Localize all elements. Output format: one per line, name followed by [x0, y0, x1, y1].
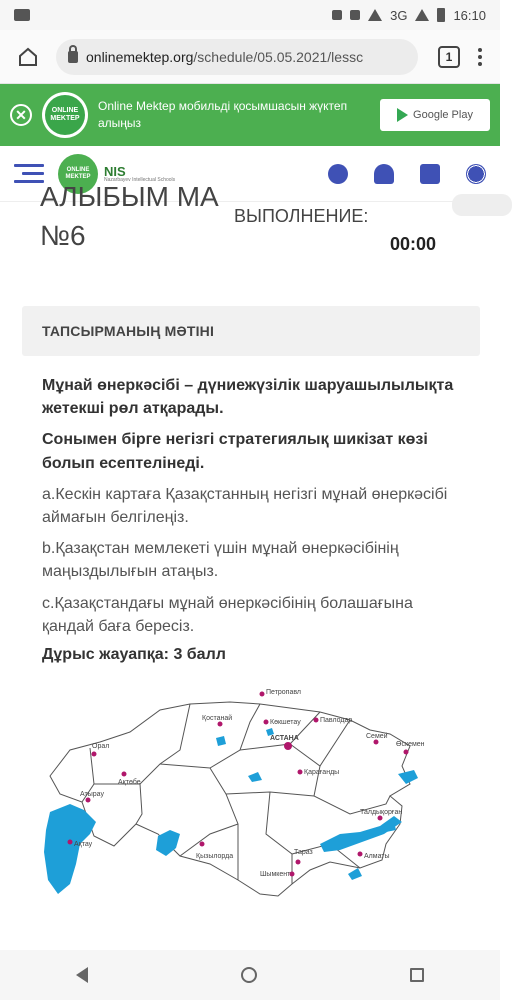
map-label-shymkent: Шымкент — [260, 871, 291, 878]
city-marker — [374, 740, 379, 745]
map-label-taldykorgan: Талдықорған — [360, 809, 403, 816]
home-circle-icon[interactable] — [241, 967, 257, 983]
city-marker — [296, 860, 301, 865]
logo-line-1: ONLINE — [51, 107, 79, 115]
system-navigation-bar — [0, 950, 500, 1000]
city-marker — [404, 750, 409, 755]
map-label-oral: Орал — [92, 743, 110, 750]
logo-line-1: ONLINE — [66, 166, 90, 173]
map-label-karagandy: Қарағанды — [304, 769, 340, 776]
url-host: onlinemektep.org — [86, 48, 194, 65]
browser-menu-button[interactable] — [470, 48, 490, 66]
city-marker — [218, 722, 223, 727]
home-button[interactable] — [10, 39, 46, 75]
country-outline — [50, 702, 410, 896]
city-marker — [68, 840, 73, 845]
notifications-bell-icon[interactable] — [374, 164, 394, 184]
vibrate-icon — [350, 10, 360, 20]
nis-logo-text: NIS — [104, 163, 126, 179]
execution-timer: 00:00 — [390, 234, 437, 254]
reservoir-kapshagay — [348, 868, 362, 880]
map-label-astana: АСТАНА — [270, 735, 299, 742]
support-icon[interactable] — [328, 164, 348, 184]
task-header: ТАПСЫРМАНЫҢ МӘТІНІ — [22, 306, 480, 356]
clock: 16:10 — [453, 7, 486, 23]
language-globe-icon[interactable] — [466, 164, 486, 184]
map-label-kokshetau: Көкшетау — [270, 719, 301, 726]
region-border — [290, 720, 350, 766]
back-icon[interactable] — [76, 967, 88, 983]
kazakhstan-contour-map[interactable] — [30, 684, 430, 922]
diary-list-icon[interactable] — [420, 164, 440, 184]
region-border — [210, 768, 238, 880]
task-score: Дұрыс жауапқа: 3 балл — [42, 645, 226, 663]
task-item-b: b.Қазақстан мемлекеті үшін мұнай өнеркәсібінің маңыздылығын атаңыз. — [42, 540, 399, 581]
google-play-icon — [397, 108, 408, 122]
map-label-kostanay: Қостанай — [202, 715, 233, 722]
task-item-c: c.Қазақстандағы мұнай өнеркәсібінің болашағына қандай баға бересіз. — [42, 594, 413, 635]
close-banner-button[interactable]: ✕ — [10, 104, 32, 126]
banner-text: Online Mektep мобильді қосымшасын жүктеп алыңыз — [98, 99, 348, 130]
battery-icon — [437, 8, 445, 22]
map-label-atyrau: Атырау — [80, 791, 104, 798]
task-intro-1: Мұнай өнеркәсібі – дүниежүзілік шаруашылылықта жетекші рөл атқарады. — [42, 377, 454, 418]
video-notification-icon — [14, 9, 30, 21]
map-label-taraz: Тараз — [294, 849, 313, 856]
google-play-button[interactable] — [380, 99, 490, 131]
cast-icon — [332, 10, 342, 20]
online-mektep-logo — [42, 92, 88, 138]
execution-label: ВЫПОЛНЕНИЕ: — [234, 206, 369, 226]
map-label-kyzylorda: Қызылорда — [196, 853, 234, 860]
lock-icon — [68, 51, 78, 63]
lake-tengiz — [248, 772, 262, 782]
city-marker — [92, 752, 97, 757]
city-marker — [284, 742, 292, 750]
city-marker — [314, 718, 319, 723]
city-marker — [358, 852, 363, 857]
caspian-sea — [44, 804, 96, 894]
map-label-semey: Семей — [366, 733, 388, 740]
task-body — [22, 356, 480, 664]
logo-line-2: MEKTEP — [50, 115, 80, 122]
lake-balkhash — [320, 816, 402, 852]
city-marker — [260, 692, 265, 697]
map-label-pavlodar: Павлодар — [320, 717, 353, 724]
exam-title-text: АЛЫБЫМ МА — [40, 181, 219, 212]
city-marker — [86, 798, 91, 803]
nis-logo-subtitle: Nazarbayev Intellectual Schools — [104, 176, 176, 183]
region-border — [136, 784, 142, 824]
region-border — [160, 704, 260, 768]
app-download-banner — [0, 84, 500, 146]
exam-title — [40, 181, 219, 212]
lake-north — [216, 736, 226, 746]
city-marker — [264, 720, 269, 725]
status-bar — [0, 0, 500, 30]
wifi-icon — [368, 9, 382, 21]
region-border — [180, 824, 238, 856]
map-label-aktau: Ақтау — [74, 841, 93, 848]
signal-icon — [415, 9, 429, 21]
city-marker — [298, 770, 303, 775]
header-pill-button[interactable] — [452, 194, 512, 216]
city-marker — [122, 772, 127, 777]
network-type: 3G — [390, 7, 408, 23]
lake-zaysan — [398, 770, 418, 784]
recents-icon[interactable] — [410, 968, 424, 982]
task-item-a: a.Кескін картаға Қазақстанның негізгі мұнай өнеркәсібі аймағын белгілеңіз. — [42, 485, 448, 526]
map-label-aktobe: Ақтөбе — [118, 779, 141, 786]
exam-number: №6 — [40, 220, 86, 251]
city-marker — [378, 816, 383, 821]
task-intro-2: Сонымен бірге негізгі стратегиялық шикізат көзі болып есептелінеді. — [42, 431, 428, 472]
map-label-almaty: Алматы — [364, 853, 390, 860]
task-card — [22, 306, 480, 664]
url-path: /schedule/05.05.2021/lessc — [193, 48, 364, 65]
browser-toolbar — [0, 30, 500, 84]
map-label-petropavl: Петропавл — [266, 689, 302, 696]
google-play-label: Google Play — [413, 109, 473, 121]
city-marker — [200, 842, 205, 847]
address-bar[interactable] — [56, 39, 418, 75]
map-label-oskemen: Өскемен — [396, 741, 425, 748]
tab-switcher-button[interactable]: 1 — [438, 46, 460, 68]
exam-header — [0, 181, 500, 284]
nis-logo — [104, 165, 175, 183]
logo-line-2: MEKTEP — [65, 173, 91, 180]
home-icon — [17, 46, 39, 68]
